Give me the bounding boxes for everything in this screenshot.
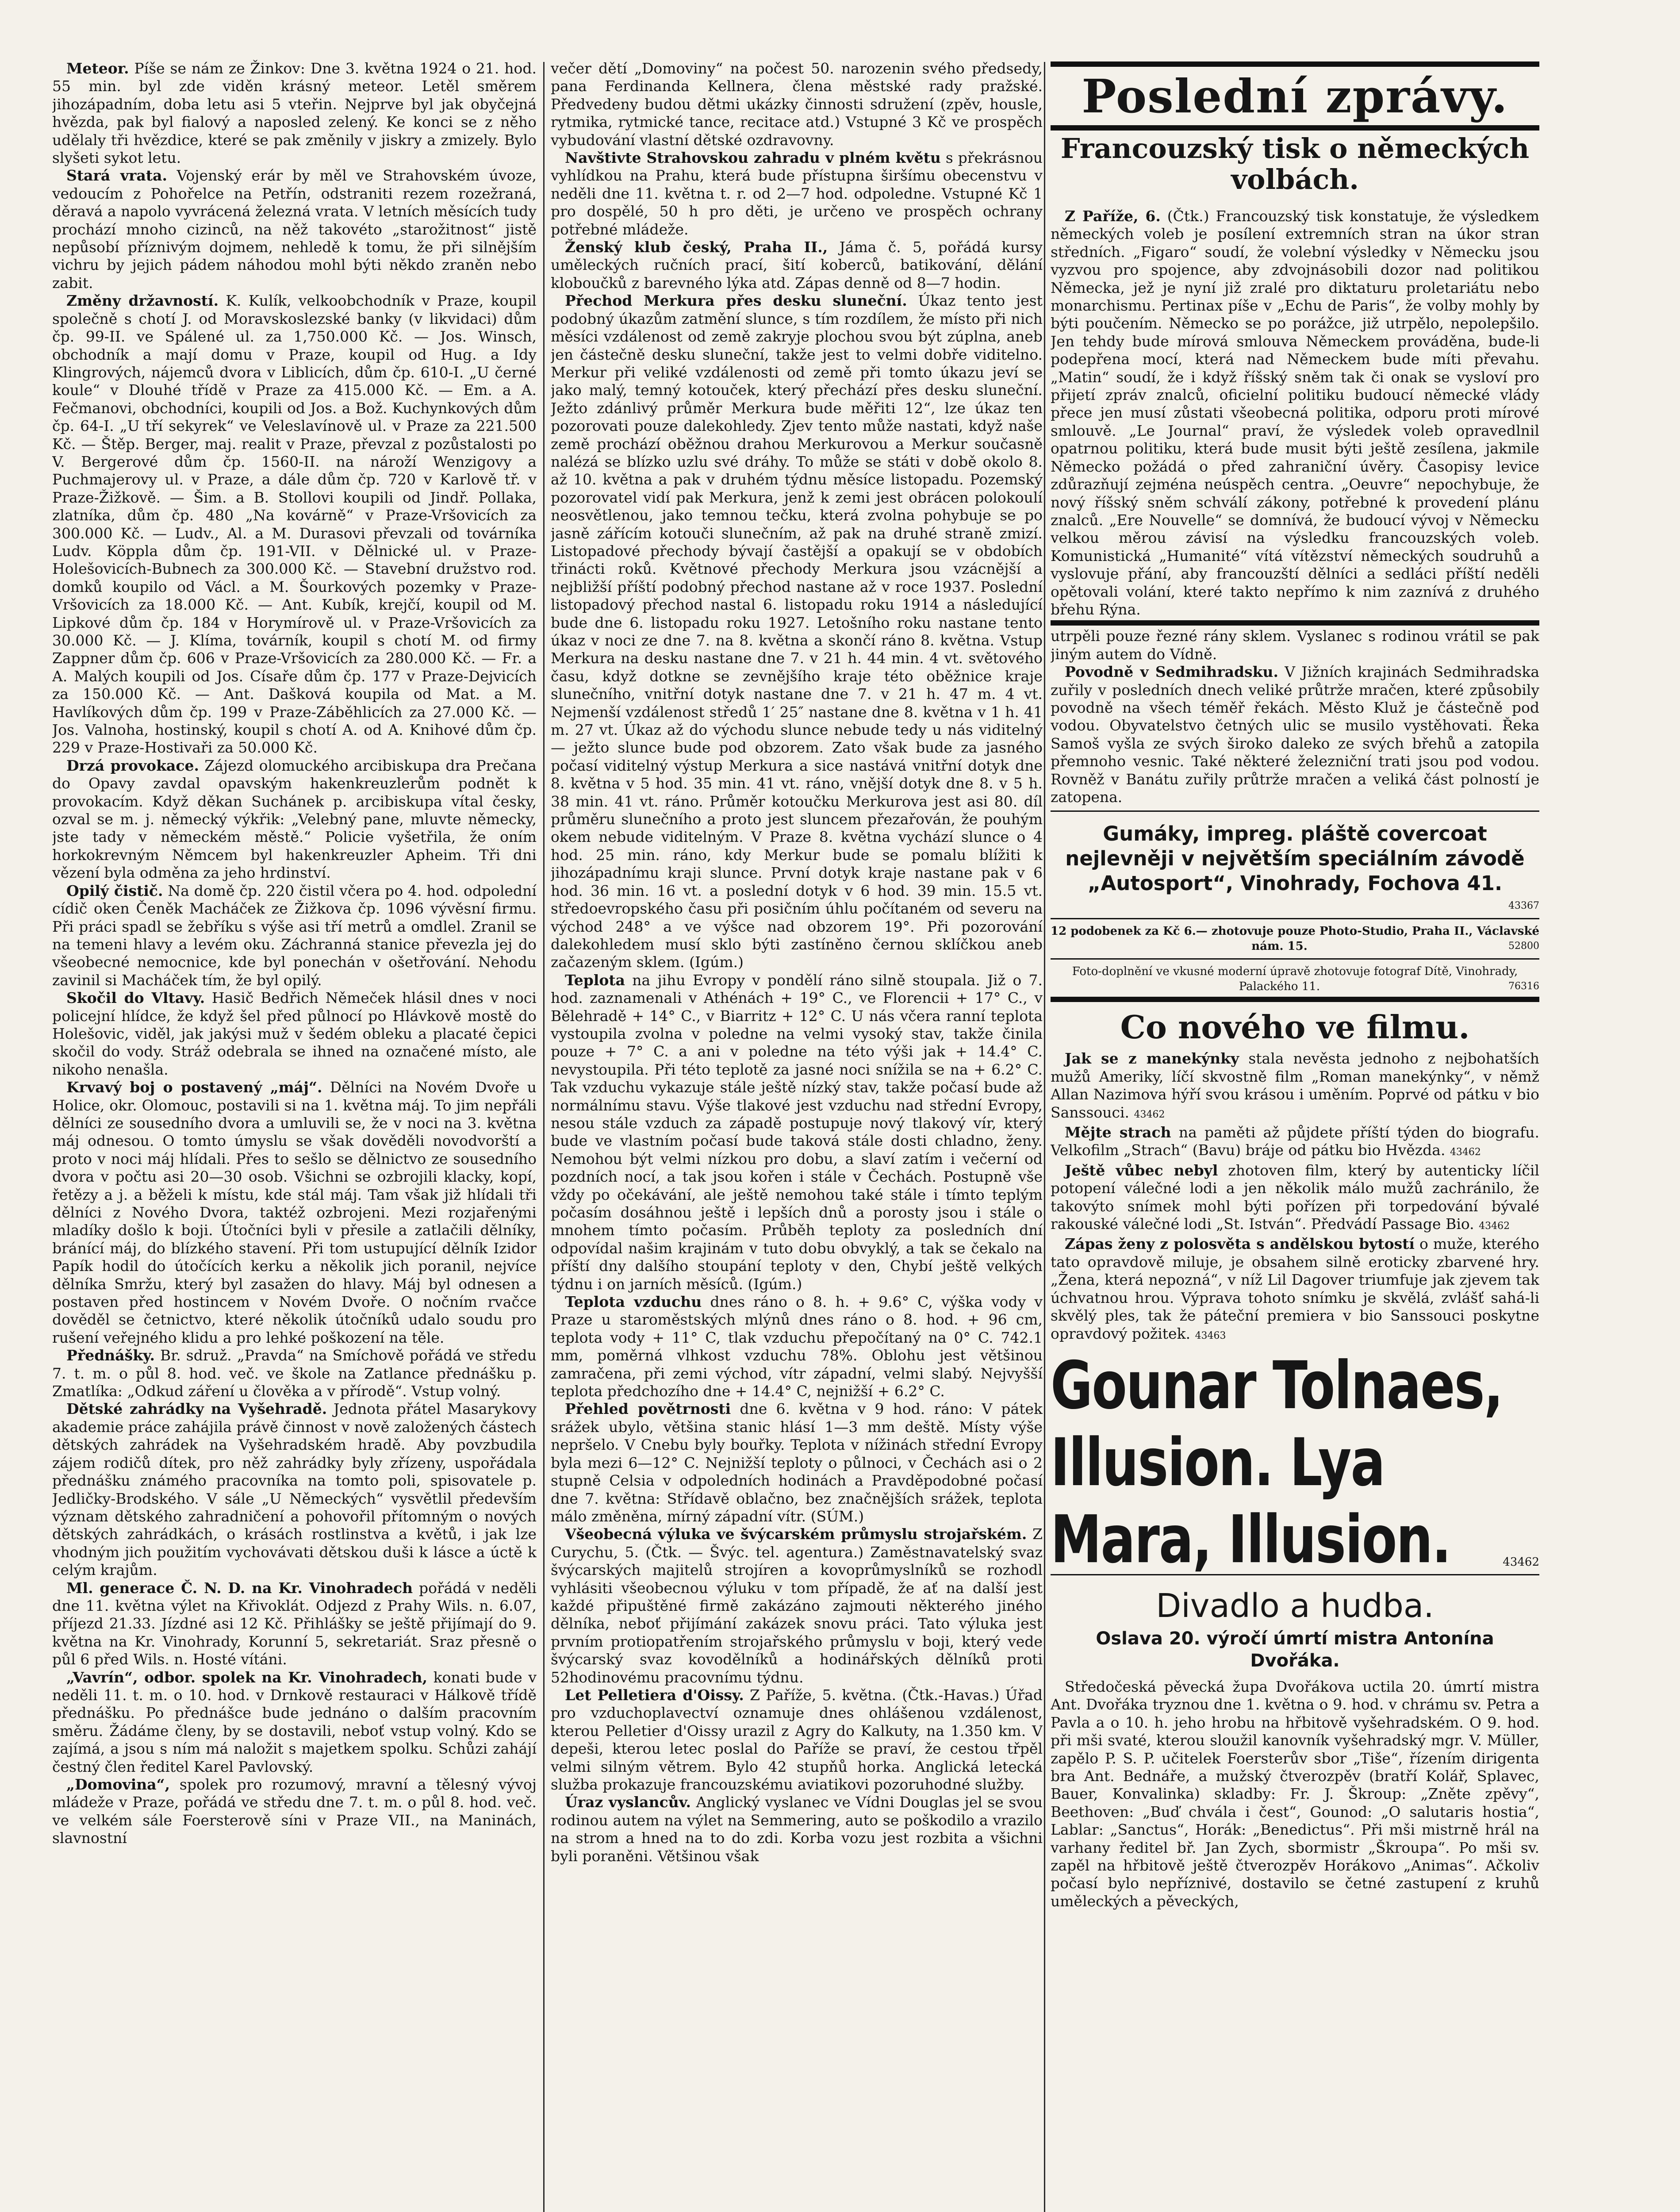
film-item-head: Ještě vůbec nebyl — [1065, 1161, 1218, 1179]
news-item-head: Ml. generace Č. N. D. na Kr. Vinohradech — [66, 1579, 413, 1597]
column-rule-1 — [543, 62, 545, 2212]
article-continuation: utrpěli pouze řezné rány sklem. Vyslanec s rodinou vrátil se pak jiným autem do Vídně. — [1051, 627, 1539, 663]
theatre-article: Středočeská pěvecká župa Dvořákova uctila 20. úmrtí mistra Ant. Dvořáka tryznou dne 1. května o 9. hod. v chrámu sv. Petra a Pavla a o 10. h. jeho hrobu na hřbitově vyšehradském. O 9. hod. při mši svaté, kterou sloužil kanovník vyšehradský mgr. V. Müller, zapělo P. S. P. učitelek Foersterův sbor „Tiše“, řízením dirigenta bra Ant. Bednáře, a mužský čtverozpěv (bratří Kolář, Splavec, Bauer, Konvalinka) skladby: Fr. J. Škroup: „Zněte zpěvy“, Beethoven: „Buď chvála i čest“, Gounod: „O salutaris hostia“, Lablar: „Sanctus“, Horák: „Benedictus“. Při mši mistrně hrál na varhany ředitel bř. Jan Zych, sbormistr „Škroupa“. Po mši sv. zapěl na hřbitově ještě čtverozpěv Horákovo „Animas“. Ačkoliv počasí bylo nepříznivé, dostavilo se četné zastupení z kruhů uměleckých a pěveckých, — [1051, 1678, 1539, 1910]
news-item-body: Jednota přátel Masarykovy akademie práce zahájila právě činnost v nově založených částech dětských zahrádek na Vyšehradském hradě. Aby povzbudila zájem rodičů dítek, pro něž zahrádky byly zřízeny, uspořádala přednášku známého pracovníka na tomto poli, spisovatele p. Jedličky-Brodského. V sále „U Německých“ vysvětlil především význam dětského zahradničení a pohovořil přítomným o nových dětských zahrádkách, o krásách rostlinstva a květů, i jak lze vhodným jich použitím vychovávati dětskou duši k lásce a úctě k celým krajům. — [52, 1400, 537, 1579]
ad-photo-studio: 12 podobenek za Kč 6.— zhotovuje pouze Photo-Studio, Praha II., Václavské nám. 15. 52800 — [1051, 925, 1539, 953]
film-item-body: na paměti až půjdete příští týden do biografu. Velkofilm „Strach“ (Bavu) bráje od pátku bio Hvězda. — [1051, 1124, 1539, 1159]
ad-number: 43462 — [1503, 1555, 1539, 1569]
news-item-head: Drzá provokace. — [66, 757, 199, 774]
article-head: Povodně v Sedmihradsku. — [1065, 663, 1278, 681]
news-item — [551, 60, 1043, 149]
news-item-head: Teplota vzduchu — [565, 1293, 702, 1311]
ad-number: 76316 — [1508, 981, 1539, 992]
news-item-body: Jáma č. 5, pořádá kursy uměleckých ručních prací, šití koberců, batikování, dělání kloboučků z barevného lýka atd. Zápas denně od 8—7 hodin. — [551, 238, 1043, 292]
news-item-body: spolek pro rozumový, mravní a tělesný vývoj mládeže v Praze, pořádá ve středu dne 7. t. m. o půl 8. hod. več. ve velkém sále Foersterově síni v Praze VII., na Maninách, slavnostní — [52, 1776, 537, 1847]
news-item-body: večer dětí „Domoviny“ na počest 50. narozenin svého předsedy, pana Ferdinanda Kellnera, člena městské rady pražské. Předvedeny budou dětmi ukázky činnosti sdružení (zpěv, housle, rytmika, rytmické tance, recitace atd.) Vstupné 3 Kč ve prospěch vybudování vlastní dětské ozdravovny. — [551, 60, 1043, 149]
news-item — [551, 238, 1043, 292]
film-item — [1051, 1162, 1539, 1236]
news-item-body: Br. sdruž. „Pravda“ na Smíchově pořádá ve středu 7. t. m. o půl 8. hod. več. ve škole na Zatlance přednášku p. Zmatlíka: „Odkud záření u člověka a v přírodě“. Vstup volný. — [52, 1347, 537, 1400]
news-item-head: Teplota — [565, 971, 625, 989]
film-section-title: Co nového ve filmu. — [1120, 1008, 1470, 1046]
ad-number: 43462 — [1450, 1147, 1481, 1158]
news-item-head: Navštivte Strahovskou zahradu v plném květu — [565, 149, 941, 167]
news-item-body: konati bude v neděli 11. t. m. o 10. hod. v Drnkově restauraci v Hálkově třídě přednášku. Po přednášce bude jednáno o dalším pracovním směru. Žádáme členy, by se dostavili, neboť vstup volný. Kdo se zajímá, a jsou s ním má naložit s majetkem spolku. Schůzi zahájí čestný člen ředitel Karel Pavlovský. — [52, 1668, 537, 1775]
ad-rule — [1051, 810, 1539, 812]
news-item-head: Změny državností. — [66, 292, 219, 310]
ad-rule — [1051, 918, 1539, 919]
news-item-body: Dělníci na Novém Dvoře u Holice, okr. Olomouc, postavili si na 1. května máj. To jim nepřáli dělníci ze sousedního dvora a umluvili se, že v noci na 3. května máj odnesou. O tomto úmyslu se však dověděli novodvorští a proto v noci máj hlídali. Přes to sešlo se dělnictvo ze sousedního dvora v počtu asi 20—30 osob. Všichni se ozbrojili klacky, kopí, řetězy a j. a běželi k místu, kde stál máj. Tam však již hlídali tři dělníci z Nového Dvora, taktéž ozbrojeni. Mezi rozjařenými mladíky došlo k boji. Útočníci byli v přesile a zatlačili dělníky, bránící máj, do blízkého stavení. Při tom ustupující dělník Izidor Papík hodil do útočících kerku a několik jich poranil, nejvíce dělníka Smržu, který byl zasažen do hlavy. Máj byl odnesen a postaven před hostincem v Novém Dvoře. O nočním rvačce dověděl se četnictvo, které několik útočníků udalo soudu pro rušení veřejného klidu a pro lehké poškození na těle. — [52, 1079, 537, 1346]
news-item — [52, 292, 537, 757]
news-item-head: Krvavý boj o postavený „máj“. — [66, 1079, 322, 1096]
masthead-rule-top — [1051, 61, 1539, 67]
news-item — [52, 757, 537, 882]
ad-number: 43367 — [1508, 900, 1539, 912]
news-item — [52, 989, 537, 1079]
article-head: Z Paříže, 6. — [1065, 207, 1161, 225]
news-item — [551, 1293, 1043, 1400]
article-body: (Čtk.) Francouzský tisk konstatuje, že výsledkem německých voleb je posílení extremních stran na úkor stran středních. „Figaro“ soudí, že volební výsledky v Německu jsou vyzvou pro spojence, aby zdvojnásobili dozor nad politikou Německa, jež je nyní již zralé pro diktaturu proletariátu nebo monarchismu. Pertinax píše v „Echu de Paris“, že volby mohly by býti poučením. Německo se po porážce, již utrpělo, nepolepšilo. Jen tehdy bude mírová smlouva Německem prováděna, bude-li podepřena mocí, která nad Německem bude míti převahu. „Matin“ soudí, že i když říšský sněm tak či onak se vysloví pro přijetí zpráv znalců, oficielní politiku budoucí německé vlády přece jen musí zůstati všeobecná politika, odporu proti mírové smlouvě. „Le Journal“ praví, že výsledek voleb opravedlnil opatrnou politiku, která bude musit býti ještě zesílena, jakmile Německo požádá o před zahraniční úvěry. Časopisy levice zdůrazňují zejména neúspěch centra. „Oeuvre“ nepochybuje, že nový říšský sněm schválí zákony, potřebné k provedení plánu znalců. „Ere Nouvelle“ se domnívá, že budoucí vývoj v Německu velkou měrou závisí na výsledku francouzských voleb. Komunistická „Humanité“ vítá vítězství německých soudruhů a vyslovuje přání, aby francouzští dělníci a sedláci příští neděli opětovali volání, které takto nepřímo k nim zaznívá z druhého břehu Rýna. — [1051, 207, 1539, 618]
film-item-head: Jak se z manekýnky — [1065, 1050, 1239, 1068]
news-item-body: Zájezd olomuckého arcibiskupa dra Prečana do Opavy zavdal opavským hakenkreuzlerům podnět k provokacím. Když děkan Suchánek p. arcibiskupa vítal česky, ozval se m. j. německý výkřik: „Velebný pane, mluvte německy, jste tady v německém městě.“ Policie vyšetřila, že oním horkokrevným Němcem byl hakenkreuzler Apheim. Tři dni vězení byla odměna za jeho hrdinství. — [52, 757, 537, 882]
news-item — [52, 167, 537, 292]
news-item-head: Ženský klub český, Praha II., — [565, 238, 828, 256]
news-item — [551, 1686, 1043, 1793]
section-rule — [1051, 997, 1539, 1002]
main-headline: Francouzský tisk o německých volbách. — [1060, 132, 1530, 196]
news-item-head: Stará vrata. — [66, 167, 167, 184]
news-item-head: „Domovina“, — [66, 1776, 170, 1793]
news-item — [551, 1525, 1043, 1686]
column-left — [52, 60, 537, 2212]
news-item-body: Píše se nám ze Žinkov: Dne 3. května 1924 o 21. hod. 55 min. byl zde viděn krásný meteor. Letěl směrem jihozápadním, doba letu asi 5 vteřin. Nejprve byl jak obyčejná hvězda, pak byl fialový a naposled zelený. Ke konci se z něho udělaly tři hvězdice, které se pak změnily v jiskry a zmizely. Bylo slyšeti sykot letu. — [52, 60, 537, 167]
news-item-body: pořádá v neděli dne 11. května výlet na Křivoklát. Odjezd z Prahy Wils. n. 6.07, příjezd 21.33. Jízdné asi 12 Kč. Přihlášky se ještě přijímají do 9. května na Kr. Vinohrady, Korunní 5, sekretariát. Sraz přesně o půl 6 před Wils. n. Hosté vítáni. — [52, 1579, 537, 1668]
section-masthead: Poslední zprávy. — [1082, 69, 1508, 123]
news-item-body: dnes ráno o 8. h. + 9.6° C, výška vody v Praze u staroměstských mlýnů dnes ráno o 8. hod. + 96 cm, teplota vody + 11° C, tlak vzduchu přepočítaný na 0° C. 742.1 mm, poměrná vlhkost vzduchu 78%. Oblohu jest většinou zamračena, při zemi východ, vítr západní, velmi slabý. Nejvyšší teplota předchozího dne + 14.4° C, nejnižší + 6.2° C. — [551, 1293, 1043, 1400]
film-ad-big: Gounar Tolnaes, Illusion. Lya Mara, Illusion. — [1051, 1347, 1503, 1578]
news-item-body: dne 6. května v 9 hod. ráno: V pátek srážek ubylo, většina stanic hlásí 1—3 mm deště. Místy výše nepršelo. V Cnebu byly bouřky. Teplota v nížinách střední Evropy byla mezi 6—12° C. Nejnižší teploty o půlnoci, v Čechách asi o 2 stupně Celsia v odpoledních hodinách a Pravděpodobné počasí dne 7. května: Střídavě oblačno, bez značnějších srážek, teplota málo změněna, mírný západní vítr. (SÚM.) — [551, 1400, 1043, 1525]
news-item-head: Meteor. — [66, 60, 129, 77]
film-item — [1051, 1124, 1539, 1162]
news-item — [551, 1793, 1043, 1865]
news-item-body: Z Curychu, 5. (Čtk. — Švýc. tel. agentura.) Zaměstnavatelský svaz švýcarských majitelů strojíren a kovoprůmyslníků se rozhodl vyhlásiti všeobecnou výluku v tom případě, že ať na další jest každé připuštěné firmě zakázáno zajmouti některého jiného dělníka, neboť přijímání zakázek snovu práci. Tato výluka jest prvním protiopatřením strojařského průmyslu v boji, který vede švýcarský svaz kovodělníků a hodinářských dělníků proti 52hodinovému pracovnímu týdnu. — [551, 1525, 1043, 1686]
news-item — [551, 972, 1043, 1293]
ad-number: 43463 — [1195, 1330, 1226, 1341]
news-item — [52, 1669, 537, 1776]
theatre-section-title: Divadlo a hudba. — [1156, 1586, 1434, 1625]
column-rule-2 — [1044, 62, 1045, 2212]
news-item-head: Let Pelletiera d'Oissy. — [565, 1686, 744, 1704]
section-rule — [1051, 620, 1539, 626]
news-item-body: Vojenský erár by měl ve Strahovském úvoze, vedoucím z Pohořelce na Petřín, odstraniti rezem rozežraná, děravá a napolo vyvrácená železná vrata. V letních měsících tudy prochází mnoho cizinců, na něž takovéto „starožitnost“ jistě nepůsobí příznivým dojmem, nehledě k tomu, že při silnějším vichru by jejich pádem náhodou mohl býti někdo zraněn nebo zabit. — [52, 167, 537, 292]
news-item-head: Skočil do Vltavy. — [66, 989, 205, 1007]
article-elections — [1051, 207, 1539, 618]
ad-number: 52800 — [1508, 941, 1539, 952]
film-item-head: Zápas ženy z polosvěta s andělskou bytostí — [1065, 1235, 1415, 1253]
article-flood — [1051, 663, 1539, 806]
news-item — [52, 1400, 537, 1579]
ad-photographer: Foto-doplnění ve vkusné moderní úpravě zhotovuje fotograf Dítě, Vinohrady, Palackého 11. 76316 — [1072, 965, 1539, 994]
article-body: V Jižních krajinách Sedmihradska zuřily v posledních dnech veliké průtrže mračen, které způsobily povodně na všech téměř řekách. Město Kluž je částečně pod vodou. Obyvatelstvo četných ulic se musilo vystěhovati. Řeka Samoš vyšla ze svých široko daleko ze svých břehů a zatopila přemnoho vesnic. Také některé železniční trati jsou pod vodou. Rovněž v Banátu zuřily průtrže mračen a veliká část polností je zatopena. — [1051, 663, 1539, 806]
news-item-head: Opilý čistič. — [66, 882, 163, 899]
column-middle — [551, 60, 1043, 2212]
film-items — [1051, 1050, 1539, 1345]
news-item-head: Přechod Merkura přes desku sluneční. — [565, 292, 907, 310]
news-item — [52, 1079, 537, 1347]
news-item-body: Z Paříže, 5. května. (Čtk.-Havas.) Úřad pro vzduchoplavectví oznamuje dnes ohlášenou vzdálenost, kterou Pelletier d'Oissy urazil z Agry do Kalkuty, na 1.350 km. V depeši, kterou letec poslal do Paříže se praví, že cestou třpěl velmi silným větrem. Bylo 42 stupňů horka. Anglická letecká služba prokazuje francouzskému aviatikovi pozoruhodné služby. — [551, 1686, 1043, 1793]
news-item — [52, 1776, 537, 1847]
news-item-head: Přednášky. — [66, 1347, 155, 1364]
news-item — [52, 1347, 537, 1400]
film-item-body: zhotoven film, který by autenticky líčil potopení válečné lodi a jen několik málo mužů zachránilo, že takovýto snímek mohl býti pořízen při torpedování bývalé rakouské válečné lodi „St. István“. Předvádí Passage Bio. — [1051, 1161, 1539, 1233]
news-item — [52, 882, 537, 989]
theatre-subtitle: Oslava 20. výročí úmrtí mistra Antonína Dvořáka. — [1096, 1628, 1494, 1671]
news-item-body: Na domě čp. 220 čistil včera po 4. hod. odpolední cídič oken Čeněk Macháček ze Žižkova čp. 1096 vývěsní firmu. Při práci spadl se žebříku s výše asi tří metrů a omdlel. Zranil se na temeni hlavy a levém oku. Záchranná stanice převezla jej do všeobecné nemocnice, kde byl ponechán v ošetřování. Nehodu zavinil si Macháček tím, že byl opilý. — [52, 882, 537, 989]
news-item-head: Všeobecná výluka ve švýcarském průmyslu strojařském. — [565, 1525, 1027, 1543]
film-item-head: Mějte strach — [1065, 1124, 1171, 1141]
news-item-head: Dětské zahrádky na Vyšehradě. — [66, 1400, 327, 1418]
ad-number: 43462 — [1134, 1109, 1165, 1120]
news-item — [551, 292, 1043, 971]
film-item-body: stala nevěsta jednoho z nejbohatších mužů Ameriky, líčí skvostně film „Roman manekýnky“, v němž Allan Nazimova hýří svou krásou i uměním. Poprvé od pátku v bio Sanssouci. — [1051, 1050, 1539, 1121]
news-item-body: na jihu Evropy v pondělí ráno silně stoupala. Již o 7. hod. zaznamenali v Athénách + 19° C., ve Florencii + 17° C., v Bělehradě + 14° C., v Biarritz + 12° C. U nás včera ranní teplota vystoupila zvolna v poledne na velmi vysoký stav, takže činila pouze + 7° C. a ani v poledne na této výši jak + 14.4° C. nevystoupila. Při této teplotě za jasné noci snížila se na + 6.2° C. Tak vzduchu vykazuje stále ještě nízký stav, takže počasí bude až normálnímu stavu. Výše tlakové jest vzduchu nad střední Evropy, nesou stále vzduch za západě postupuje nový tlakový vír, který bude ve vlastním počasí bude taková stále dosti chladno, ženy. Nemohou být velmi nízkou pro dobu, a slaví zatím i večerní od pozdních nocí, a tak jsou kořen i stále v Čechách. Postupně vše vždy po očekávání, ale ještě nemohou také stále i tímto teplým počasím dosáhnou ještě i lepších dnů a porosty jsou i stále o mnohem tímto počasím. Průběh teploty za posledních dní odpovídal našim krajinám v tuto dobu obvyklý, a tak se čekalo na příští dny dalšího stoupání teploty v den, Chybí ještě velkých týdnu i on jarních měsíců. (Igúm.) — [551, 971, 1043, 1293]
news-item-head: „Vavrín“, odbor. spolek na Kr. Vinohradech, — [66, 1668, 428, 1686]
news-item — [551, 149, 1043, 238]
news-item-head: Přehled povětrnosti — [565, 1400, 731, 1418]
column-right — [1051, 60, 1539, 2212]
film-item — [1051, 1050, 1539, 1124]
news-item-body: Hasič Bedřich Němeček hlásil dnes v noci policejní hlídce, že když šel před půlnocí po Hlávkově mostě do Holešovic, viděl, jak jakýsi muž v šedém obleku a placaté čepici skočil do vody. Stráž odebrala se ihned na označené místo, ale nikoho nenašla. — [52, 989, 537, 1078]
film-item — [1051, 1235, 1539, 1344]
news-item-body: Anglický vyslanec ve Vídni Douglas jel se svou rodinou autem na výlet na Semmering, auto se poškodilo a vrazilo na strom a hned na to do zdi. Korba vozu jest rozbita a všichni byli poraněni. Většinou však — [551, 1793, 1043, 1865]
ad-number: 43462 — [1479, 1221, 1510, 1232]
news-item — [52, 1579, 537, 1669]
news-item-head: Úraz vyslancův. — [565, 1793, 691, 1811]
film-item-body: o muže, kterého tato opravdově miluje, je obsahem silně eroticky zbarvené hry. „Žena, která nepozná“, v níž Lil Dagover triumfuje jak zjevem tak úchvatnou hrou. Výprava tohoto snímku je skvělá, zvlášť sahá-li skvělý ples, tak že páteční premiera v bio Sanssouci poskytne opravdový požitek. — [1051, 1235, 1539, 1342]
news-item-body: Úkaz tento jest podobný úkazům zatmění slunce, s tím rozdílem, že místo při nich měsíci vzdálenost od země zakryje plochou svou být zúplna, aneb jen částečně desku sluneční, takže jest to velmi dobře viditelno. Merkur při veliké vzdálenosti od země při tomto úkazu jeví se jako malý, temný kotouček, který přechází přes desku sluneční. Ježto zdánlivý průměr Merkura bude měřiti 12“, lze úkaz ten pozorovati pouze dalekohledy. Zjev tento může nastati, když naše země prochází oběžnou drahou Merkurovou a Merkur současně nalézá se blízko uzlu své dráhy. To může se státi v době okolo 8. až 10. května a pak v druhém týdnu měsíce listopadu. Pozemský pozorovatel vidí pak Merkura, jenž k zemi jest obrácen polokoulí neosvětlenou, jako temnou tečku, která zvolna pohybuje se po jasně zářícím kotouči slunečním, až pak na druhé straně zmizí. Listopadové přechody bývají častější a opakují se v obdobích třinácti roků. Květnové přechody Merkura jsou vzácnější a nejbližší příští podobný přechod nastane až v roce 1937. Poslední listopadový přechod nastal 6. listopadu roku 1914 a následující bude dne 6. listopadu roku 1927. Letošního roku nastane tento úkaz v noci ze dne 7. na 8. května a skončí ráno 8. května. Vstup Merkura na desku nastane dne 7. v 21 h. 44 min. 4 vt. světového času, když dotkne se zevnějšího kraje této oběžnice kraje slunečního, vnitřní dotyk nastane dne 7. v 21 h. 47 m. 4 vt. Nejmenší vzdálenost středů 1′ 25″ nastane dne 8. května v 1 h. 41 m. 27 vt. Úkaz až do východu slunce nebude tedy u nás viditelný — ježto slunce bude pod obzorem. Zato však bude za jasného počasí viditelný výstup Merkura a sice nastává vnitřní dotyk dne 8. května v 5 hod. 35 min. 41 vt. ráno, vnější dotyk dne 8. v 5 h. 38 min. 41 vt. ráno. Průměr kotoučku Merkurova jest asi 80. díl průměru slunečního a proto jest sluncem přezařován, že pouhým okem nebude viditelným. V Praze 8. května vychází slunce o 4 hod. 25 min. ráno, kdy Merkur bude se pomalu blížiti k jihozápadnímu kraji slunce. První dotyk kraje nastane pak v 6 hod. 36 min. 16 vt. a poslední dotyk v 6 hod. 39 min. 15.5 vt. středoevropského času při posičním úhlu počítaném od severu na východ 248° a ve výšce nad obzorem 19°. Při pozorování dalekohledem musí sklo býti zastíněno černou sklíčkou aneb začazeným sklem. (Igúm.) — [551, 292, 1043, 971]
news-item-body: s překrásnou vyhlídkou na Prahu, která bude přístupna širšímu obecenstvu v neděli dne 11. května t. r. od 2—7 hod. odpoledne. Vstupné Kč 1 pro dospělé, 50 h pro děti, je určeno ve prospěch ochrany potřebné mládeže. — [551, 149, 1043, 238]
news-item-body: K. Kulík, velkoobchodník v Praze, koupil společně s chotí J. od Moravskoslezské banky (v likvidaci) dům čp. 99-II. ve Spálené ul. za 1,750.000 Kč. — Jos. Winsch, obchodník a mají domu v Praze, koupil od Hug. a Idy Klingrových, nájemců dvora v Liblicích, dům čp. 610-I. „U černé koule“ v Dlouhé třídě v Praze za 415.000 Kč. — Em. a A. Fečmanovi, obchodníci, koupili od Jos. a Bož. Kuchynkových dům čp. 64-I. „U tří sekyrek“ ve Veleslavínově ul. v Praze za 221.500 Kč. — Štěp. Berger, maj. realit v Praze, převzal z pozůstalosti po V. Bergerové dům čp. 1560-II. na nároží Wenzigovy a Puchmajerovy ul. v Praze, a dále dům čp. 720 v Karlově tř. v Praze-Žižkově. — Šim. a B. Stollovi koupili od Jindř. Pollaka, zlatníka, dům čp. 480 „Na kovárně“ v Praze-Vršovicích za 300.000 Kč. — Ludv., Al. a M. Durasovi převzali od továrníka Ludv. Köppla dům čp. 191-VII. v Dělnické ul. v Praze-Holešovicích-Bubnech za 300.000 Kč. — Stavební družstvo rod. domků koupilo od Václ. a M. Šourkových pozemky v Praze-Vršovicích za 18.000 Kč. — Ant. Kubík, krejčí, koupil od M. Lipkové dům čp. 184 v Horymírově ul. v Praze-Vršovicích za 30.000 Kč. — J. Klíma, továrník, koupil s chotí M. od firmy Zappner dům čp. 606 v Praze-Vršovicích za 280.000 Kč. — Fr. a A. Malých koupili od Jos. Císaře dům čp. 177 v Praze-Dejvicích za 150.000 Kč. — Ant. Dašková koupila od Mat. a M. Havlíkových dům čp. 199 v Praze-Záběhlicích za 27.000 Kč. — Jos. Valnoha, hostinský, koupil s chotí A. od A. Knihové dům čp. 229 v Praze-Hostivaři za 50.000 Kč. — [52, 292, 537, 757]
news-item — [52, 60, 537, 167]
ad-rule — [1051, 958, 1539, 960]
masthead-rule-bottom — [1051, 125, 1539, 131]
news-item — [551, 1400, 1043, 1525]
ad-gumaky: Gumáky, impreg. pláště covercoat nejlevněji v největším speciálním závodě „Autosport“, Vinohrady, Fochova 41. — [1065, 822, 1525, 895]
